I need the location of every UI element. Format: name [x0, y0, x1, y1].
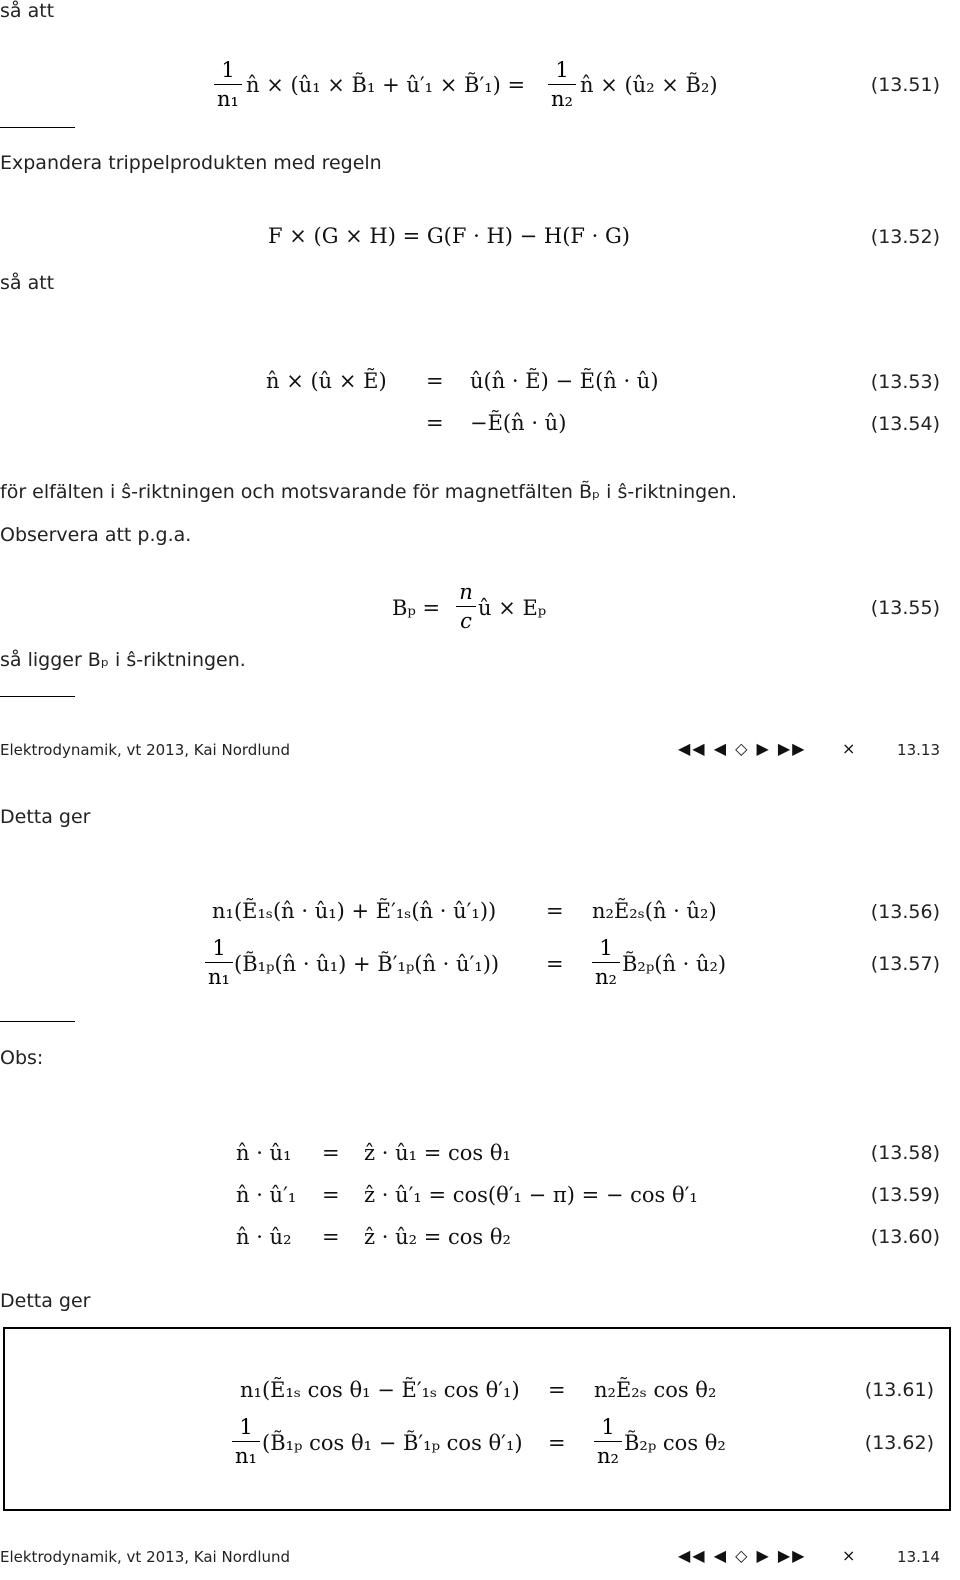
fraction-numerator: 1	[221, 58, 235, 82]
equation-13-59-lhs: n̂ · û′₁	[236, 1183, 297, 1207]
equation-number: (13.61)	[864, 1379, 934, 1401]
equation-13-58-rhs: ẑ · û₁ = cos θ₁	[364, 1141, 511, 1165]
so-text: så att	[0, 272, 55, 294]
equation-number: (13.57)	[870, 953, 940, 975]
footer-course: Elektrodynamik, vt 2013, Kai Nordlund	[0, 1548, 291, 1566]
fraction-denominator: n₁	[217, 87, 239, 111]
fraction-numerator: 1	[601, 1415, 615, 1439]
equation-13-53-lhs: n̂ × (û × Ẽ)	[266, 369, 387, 393]
fraction-numerator: 1	[599, 936, 613, 960]
equation-13-60-rhs: ẑ · û₂ = cos θ₂	[364, 1225, 511, 1249]
equation-13-52: F × (G × H) = G(F · H) − H(F · G)	[268, 224, 630, 248]
fraction-1-over-n1	[205, 936, 233, 989]
equation-13-56-rhs: n₂Ẽ₂ₛ(n̂ · û₂)	[592, 899, 717, 923]
equation-13-60-lhs: n̂ · û₂	[236, 1225, 292, 1249]
fraction-n-over-c	[456, 580, 476, 633]
fraction-denominator: n₂	[551, 87, 573, 111]
equation-number: (13.58)	[870, 1142, 940, 1164]
equation-13-51-lhs: n̂ × (û₁ × B̃₁ + û′₁ × B̃′₁) =	[246, 73, 526, 97]
equation-13-61-rhs: n₂Ẽ₂ₛ cos θ₂	[594, 1378, 717, 1402]
equation-13-56-lhs: n₁(Ẽ₁ₛ(n̂ · û₁) + Ẽ′₁ₛ(n̂ · û′₁))	[212, 899, 497, 923]
fraction-denominator: c	[460, 609, 472, 633]
detta-ger-text: Detta ger	[0, 806, 91, 828]
fraction-denominator: n₂	[597, 1444, 619, 1468]
equation-13-58-lhs: n̂ · û₁	[236, 1141, 292, 1165]
footnote-rule	[0, 127, 75, 128]
paragraph-fields: för elfälten i ŝ-riktningen och motsvarande för magnetfälten B̃ₚ i ŝ-riktningen.	[0, 481, 737, 503]
footnote-rule	[0, 696, 75, 697]
fraction-1-over-n2	[592, 936, 620, 989]
equation-13-53-rhs: û(n̂ · Ẽ) − Ẽ(n̂ · û)	[470, 369, 659, 393]
navigation-arrows[interactable]: ◀◀ ◀ ◇ ▶ ▶▶	[678, 1546, 807, 1565]
equation-number: (13.52)	[870, 226, 940, 248]
equation-13-57-lhs: (B̃₁ₚ(n̂ · û₁) + B̃′₁ₚ(n̂ · û′₁))	[234, 952, 500, 976]
fraction-numerator: 1	[239, 1415, 253, 1439]
fraction-1-over-n2	[548, 58, 576, 111]
close-icon[interactable]: ×	[842, 1546, 858, 1565]
footnote-rule	[0, 1021, 75, 1022]
page-number: 13.13	[897, 741, 940, 759]
equation-13-54-rhs: −Ẽ(n̂ · û)	[470, 411, 567, 435]
result-box	[3, 1327, 951, 1511]
equation-13-51-rhs: n̂ × (û₂ × B̃₂)	[580, 73, 718, 97]
page-number: 13.14	[897, 1548, 940, 1566]
equals-sign: =	[322, 1183, 340, 1207]
equation-number: (13.56)	[870, 901, 940, 923]
equals-sign: =	[548, 1431, 566, 1455]
equation-number: (13.60)	[870, 1226, 940, 1248]
equals-sign: =	[546, 952, 564, 976]
equation-13-57-rhs: B̃₂ₚ(n̂ · û₂)	[622, 952, 727, 976]
close-icon[interactable]: ×	[842, 739, 858, 758]
equation-13-55-lhs: Bₚ =	[392, 596, 441, 620]
fraction-1-over-n1	[214, 58, 242, 111]
equals-sign: =	[322, 1141, 340, 1165]
navigation-arrows[interactable]: ◀◀ ◀ ◇ ▶ ▶▶	[678, 739, 807, 758]
fraction-numerator: 1	[212, 936, 226, 960]
lies-text: så ligger Bₚ i ŝ-riktningen.	[0, 649, 246, 671]
obs-text: Obs:	[0, 1047, 44, 1069]
equation-number: (13.53)	[870, 371, 940, 393]
equals-sign: =	[426, 369, 444, 393]
detta-ger-text: Detta ger	[0, 1290, 91, 1312]
equals-sign: =	[426, 411, 444, 435]
equals-sign: =	[546, 899, 564, 923]
equation-13-62-rhs: B̃₂ₚ cos θ₂	[624, 1431, 726, 1455]
equation-13-61-lhs: n₁(Ẽ₁ₛ cos θ₁ − Ẽ′₁ₛ cos θ′₁)	[240, 1378, 520, 1402]
equals-sign: =	[548, 1378, 566, 1402]
paragraph-observe: Observera att p.g.a.	[0, 524, 192, 546]
equation-number: (13.55)	[870, 597, 940, 619]
fraction-1-over-n2	[594, 1415, 622, 1468]
fraction-denominator: n₁	[235, 1444, 257, 1468]
intro-text: så att	[0, 0, 55, 22]
equals-sign: =	[322, 1225, 340, 1249]
fraction-1-over-n1	[232, 1415, 260, 1468]
expand-text: Expandera trippelprodukten med regeln	[0, 152, 382, 174]
equation-13-59-rhs: ẑ · û′₁ = cos(θ′₁ − π) = − cos θ′₁	[364, 1183, 698, 1207]
footer-course: Elektrodynamik, vt 2013, Kai Nordlund	[0, 741, 291, 759]
equation-number: (13.51)	[870, 74, 940, 96]
equation-number: (13.54)	[870, 413, 940, 435]
fraction-denominator: n₂	[595, 965, 617, 989]
fraction-denominator: n₁	[208, 965, 230, 989]
equation-number: (13.59)	[870, 1184, 940, 1206]
equation-13-55-rhs: û × Eₚ	[478, 596, 547, 620]
fraction-numerator: n	[459, 580, 473, 604]
equation-number: (13.62)	[864, 1432, 934, 1454]
fraction-numerator: 1	[555, 58, 569, 82]
equation-13-62-lhs: (B̃₁ₚ cos θ₁ − B̃′₁ₚ cos θ′₁)	[262, 1431, 523, 1455]
